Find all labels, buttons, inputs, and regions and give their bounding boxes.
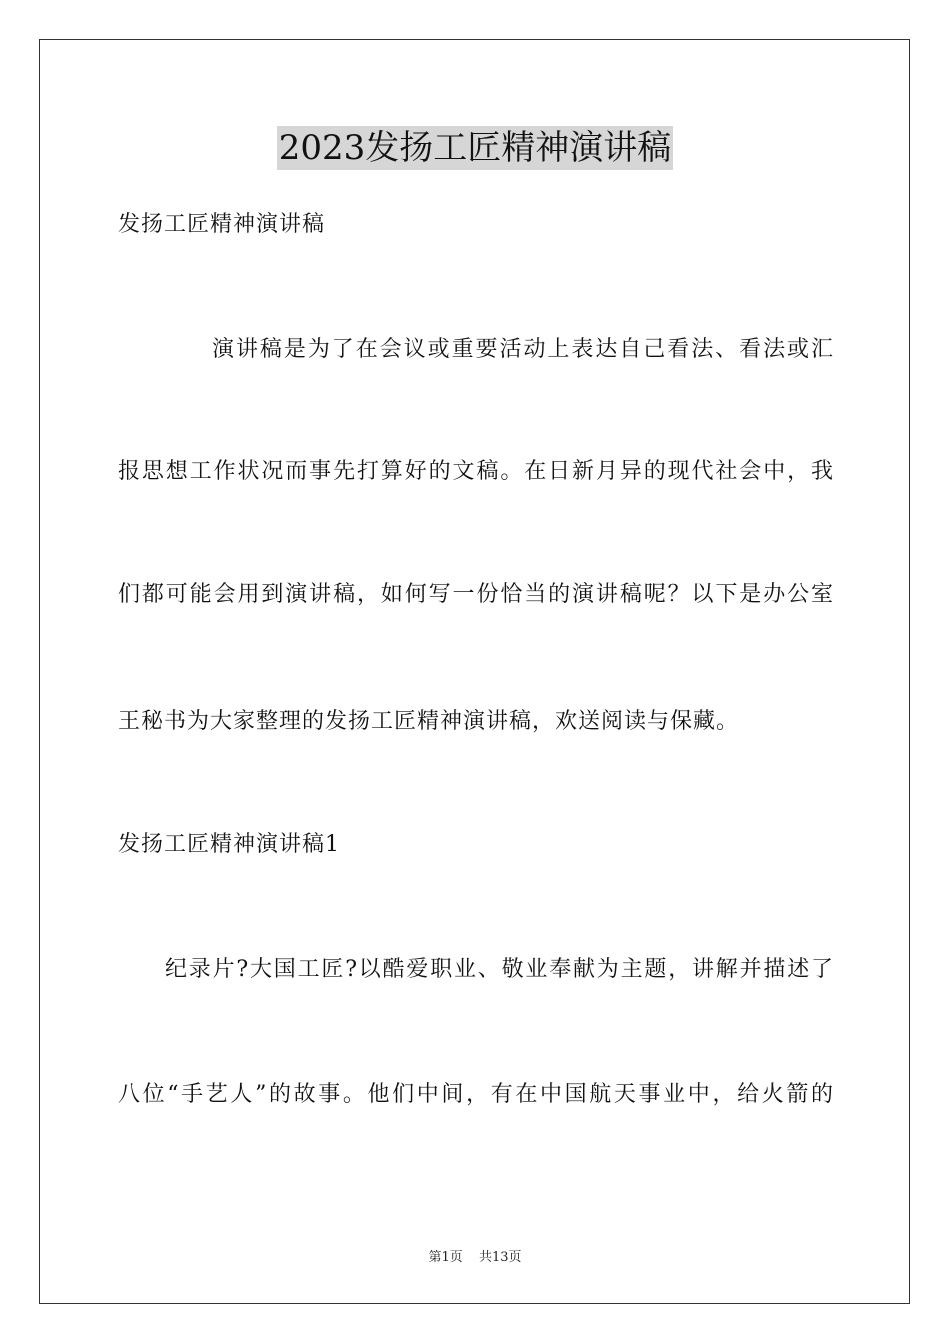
subtitle-line: 发扬工匠精神演讲稿 [118,212,326,237]
paragraph-line: 八位“手艺人”的故事。他们中间，有在中国航天事业中，给火箭的 [118,1082,834,1107]
section-heading: 发扬工匠精神演讲稿1 [118,832,340,857]
paragraph-line: 们都可能会用到演讲稿，如何写一份恰当的演讲稿呢？以下是办公室 [118,582,834,607]
paragraph-line: 报思想工作状况而事先打算好的文稿。在日新月异的现代社会中，我 [118,459,834,484]
page-number-current: 第1页 [428,1250,463,1265]
title-container [0,126,950,170]
page-footer [0,1250,950,1266]
page-number-total: 共13页 [478,1250,522,1265]
paragraph-line: 纪录片?大国工匠?以酷爱职业、敬业奉献为主题，讲解并描述了 [165,957,834,982]
paragraph-line: 演讲稿是为了在会议或重要活动上表达自己看法、看法或汇 [212,337,834,362]
document-title: 2023发扬工匠精神演讲稿 [278,128,672,168]
paragraph-line: 王秘书为大家整理的发扬工匠精神演讲稿，欢送阅读与保藏。 [118,709,740,734]
